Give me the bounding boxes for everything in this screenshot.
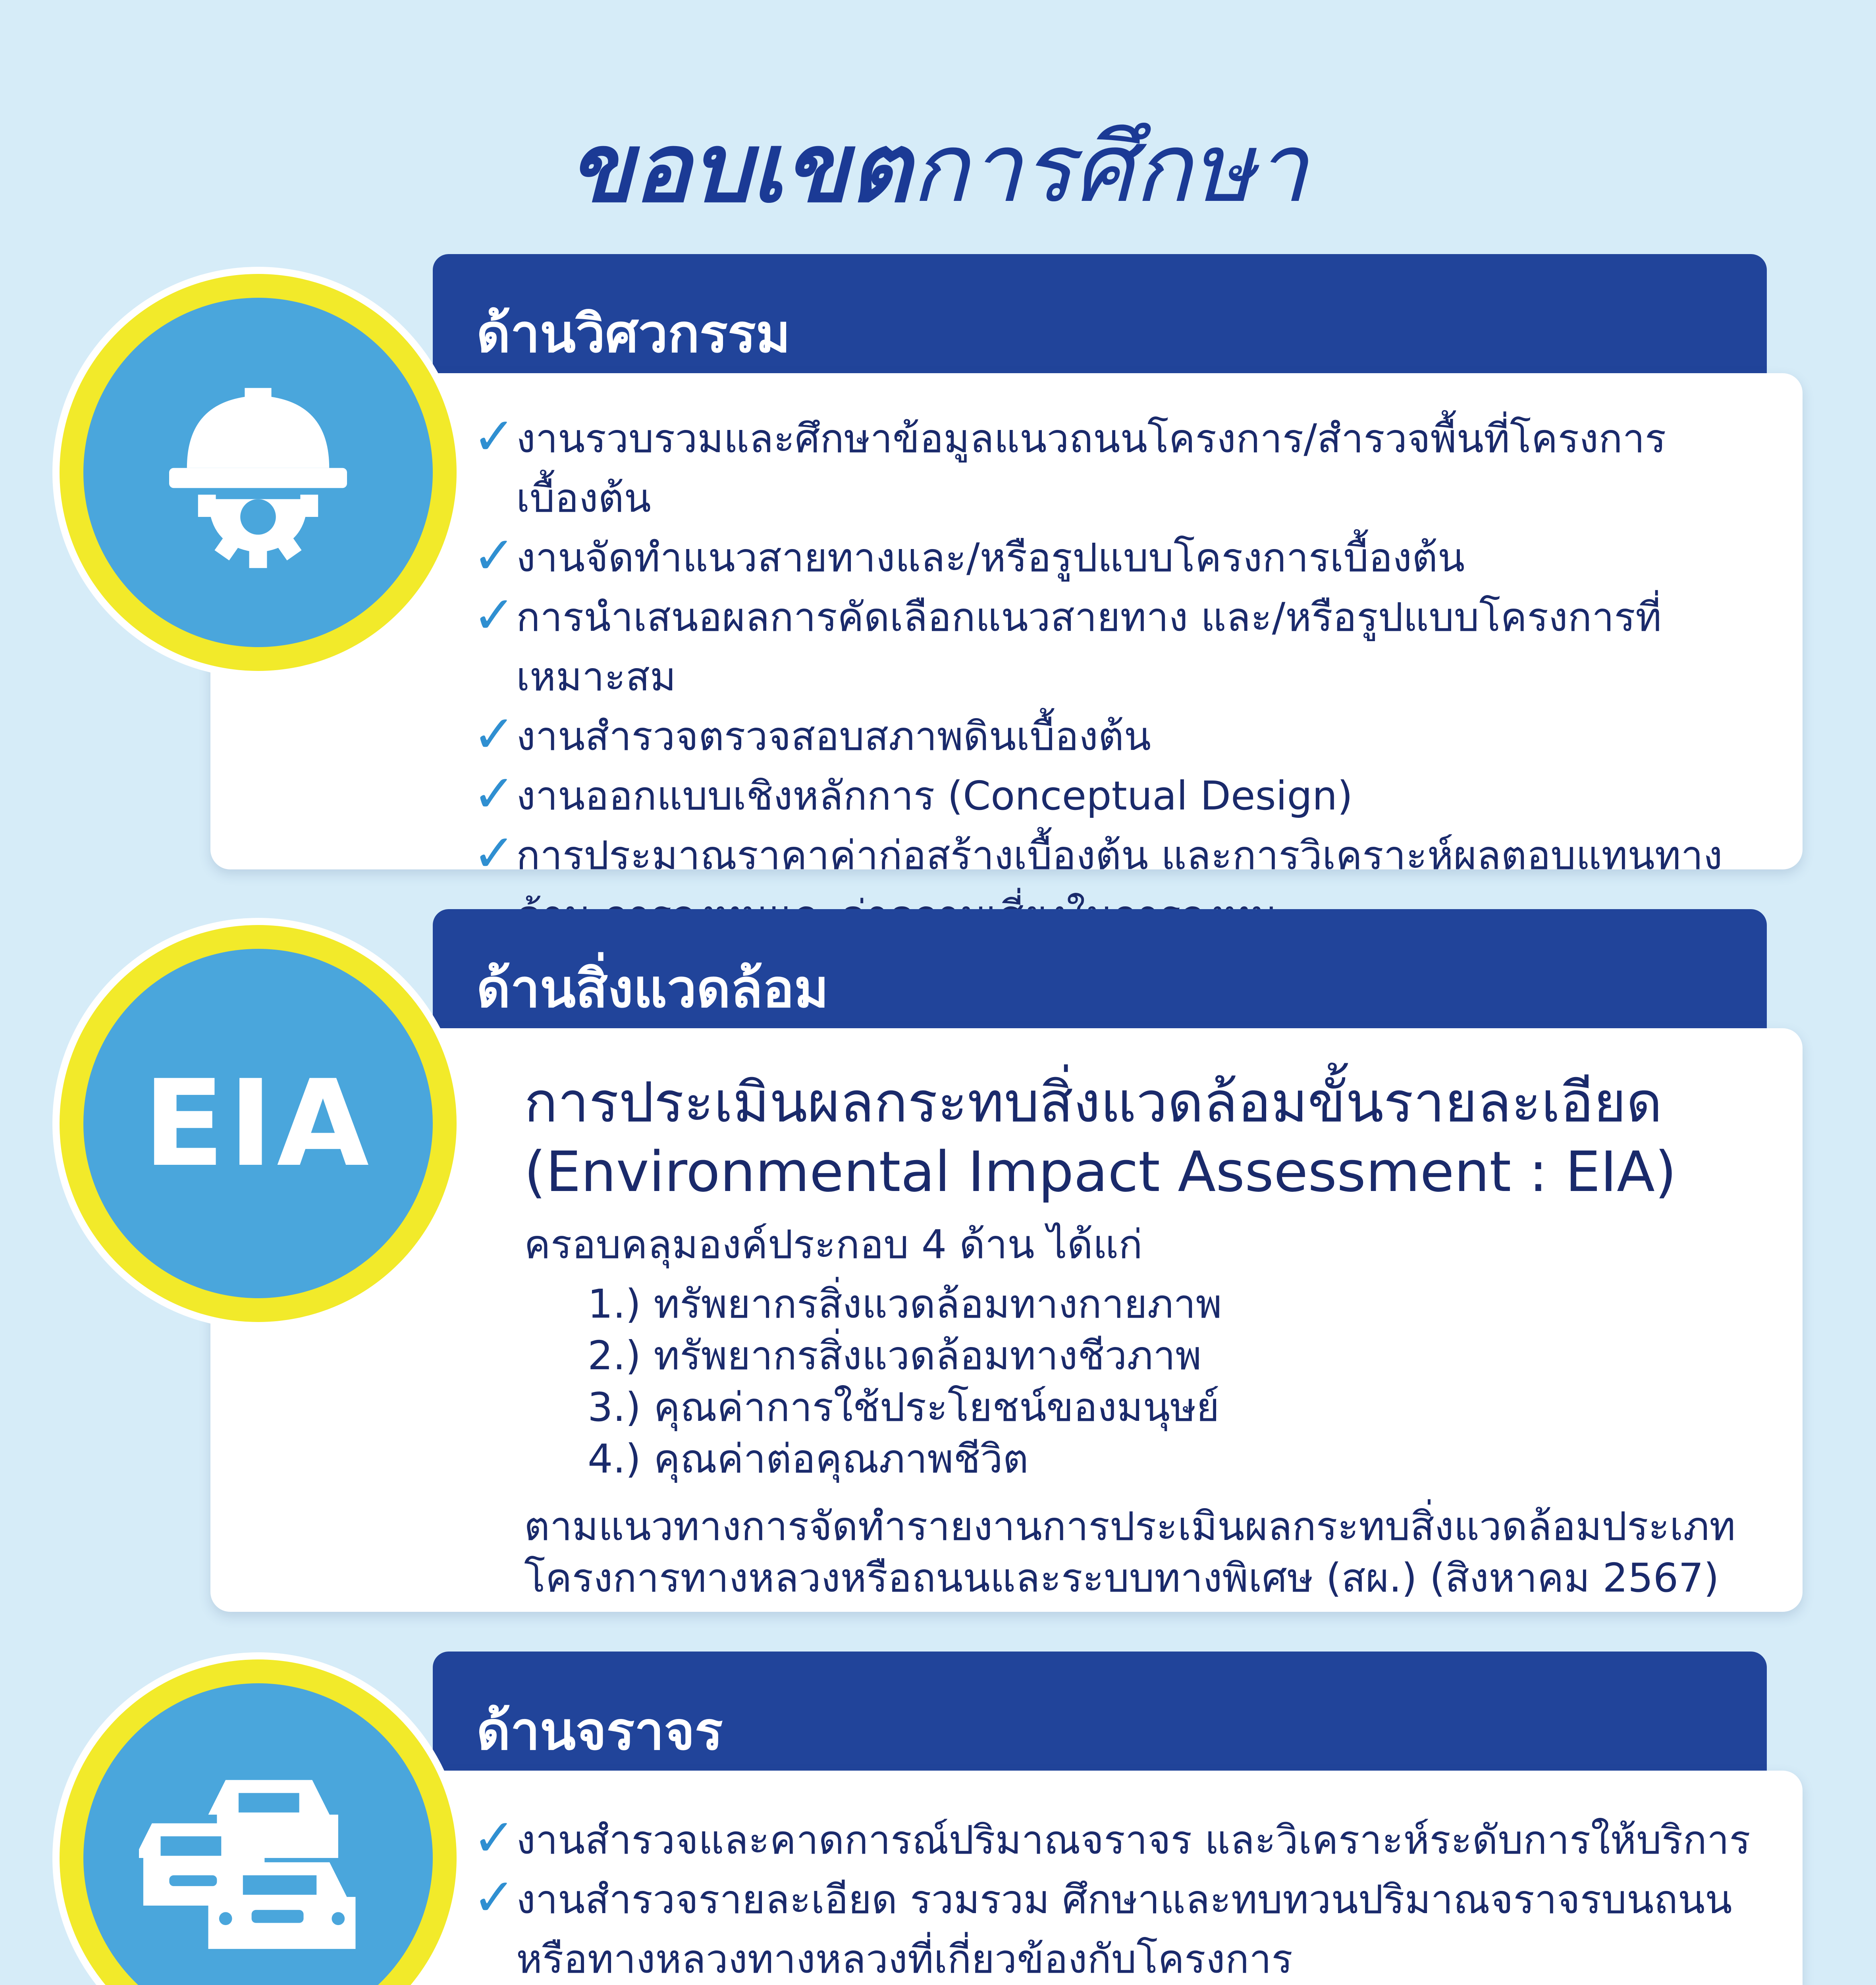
list-item: ✓ การประมาณราคาค่าก่อสร้างเบื้องต้น และการวิเคราะห์ผลตอบแทนทาง: [472, 823, 1723, 883]
traffic-heading: ด้านจราจร: [476, 1701, 723, 1762]
page-title: [0, 91, 1876, 243]
check-icon: ✓: [472, 763, 516, 824]
eia-intro: ครอบคลุมองค์ประกอบ 4 ด้าน ได้แก่: [524, 1221, 1143, 1268]
check-icon: ✓: [472, 525, 516, 586]
list-item: ✓ งานรวบรวมและศึกษาข้อมูลแนวถนนโครงการ/สำรวจพื้นที่โครงการเบื้องต้น: [472, 406, 1666, 521]
engineering-section: [0, 254, 1876, 883]
check-icon: ✓: [472, 823, 516, 883]
cars-icon: [139, 1747, 377, 1969]
check-icon: ✓: [472, 1867, 516, 1927]
check-icon: ✓: [472, 406, 516, 466]
traffic-section: [0, 1652, 1876, 1985]
eia-title-line1: การประเมินผลกระทบสิ่งแวดล้อมขั้นรายละเอียด: [524, 1070, 1662, 1135]
list-item: ✓ งานสำรวจและคาดการณ์ปริมาณจราจร และวิเคราะห์ระดับการให้บริการ: [472, 1808, 1751, 1868]
engineering-band: [433, 254, 1767, 385]
list-item: 2.) ทรัพยากรสิ่งแวดล้อมทางชีวภาพ: [588, 1332, 1202, 1379]
title-light: การศึกษา: [910, 112, 1308, 224]
list-item: ✓ งานจัดทำแนวสายทางและ/หรือรูปแบบโครงการเบื้องต้น: [472, 525, 1465, 586]
environment-band: [433, 909, 1767, 1040]
environment-heading: ด้านสิ่งแวดล้อม: [476, 958, 829, 1019]
check-icon: ✓: [472, 704, 516, 764]
eia-icon-text: EIA: [143, 1054, 373, 1193]
engineering-heading: ด้านวิศวกรรม: [476, 303, 791, 364]
list-item: ✓ งานออกแบบเชิงหลักการ (Conceptual Design): [472, 763, 1353, 824]
hardhat-gear-icon: [147, 361, 369, 584]
traffic-band: [433, 1652, 1767, 1783]
traffic-icon-circle: [83, 1683, 433, 1985]
traffic-list: [472, 1810, 1763, 1985]
check-icon: ✓: [472, 585, 516, 645]
eia-footer-line1: ตามแนวทางการจัดทำรายงานการประเมินผลกระทบสิ่งแวดล้อมประเภท: [524, 1503, 1736, 1549]
environment-section: [0, 909, 1876, 1624]
title-bold: ขอบเขต: [568, 112, 911, 224]
list-item: ✓ การนำเสนอผลการคัดเลือกแนวสายทาง และ/หรือรูปแบบโครงการที่เหมาะสม: [472, 585, 1662, 700]
list-item: 3.) คุณค่าการใช้ประโยชน์ของมนุษย์: [588, 1384, 1220, 1430]
environment-content: [524, 1068, 1775, 1604]
list-item: ✓ งานสำรวจตรวจสอบสภาพดินเบื้องต้น: [472, 704, 1151, 764]
engineering-list: [472, 406, 1743, 945]
engineering-icon-circle: [83, 298, 433, 647]
list-item: ✓ งานสำรวจรายละเอียด รวมรวม ศึกษาและทบทวนปริมาณจราจรบนถนน หรือทางหลวงทางหลวงที่เกี่ยวข้องกับโครงการ: [472, 1867, 1732, 1982]
eia-footer-line2: โครงการทางหลวงหรือถนนและระบบทางพิเศษ (สผ.) (สิงหาคม 2567): [524, 1555, 1719, 1601]
eia-icon-circle: [83, 949, 433, 1298]
check-icon: ✓: [472, 1808, 516, 1868]
list-item: 1.) ทรัพยากรสิ่งแวดล้อมทางกายภาพ: [588, 1281, 1222, 1327]
eia-title-line2: (Environmental Impact Assessment : EIA): [524, 1140, 1677, 1204]
list-item: 4.) คุณค่าต่อคุณภาพชีวิต: [588, 1436, 1029, 1482]
